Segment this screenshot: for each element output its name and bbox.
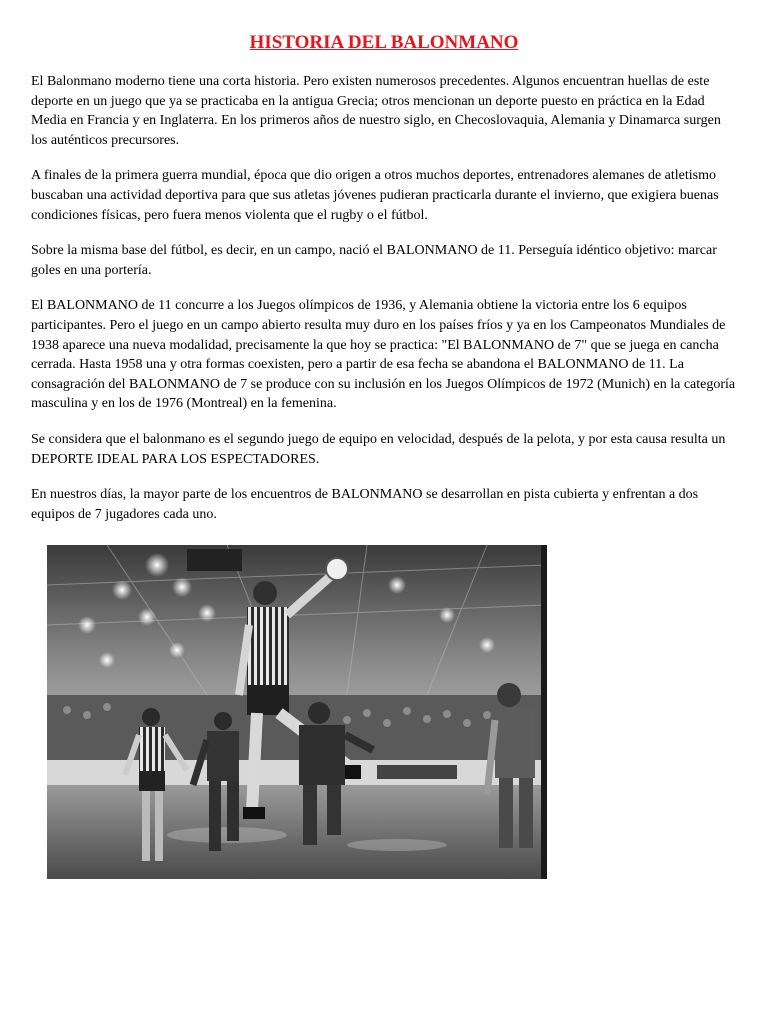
document-page (31, 30, 737, 540)
ball (326, 558, 348, 580)
paragraph-3: Sobre la misma base del fútbol, es decir, en un campo, nació el BALONMANO de 11. Perseguía idéntico objetivo: marcar goles en una portería. (31, 243, 717, 278)
paragraph-4: El BALONMANO de 11 concurre a los Juegos olímpicos de 1936, y Alemania obtiene la victoria entre los 6 equipos participantes. Pero el juego en un campo abierto resulta muy duro en los países fríos y ya en los Campeonatos Mundiales de 1938 aparece una nueva modalidad, precisamente la que hoy se practica: "El BALONMANO de 7" que se juega en cancha cerrada. Hasta 1958 una y otra formas coexisten, pero a partir de esa fecha se abandona el BALONMANO de 11. La consagración del BALONMANO de 7 se produce con su inclusión en los Juegos Olímpicos de 1972 (Munich) en la categoría masculina y en los de 1976 (Montreal) en la femenina. (31, 298, 736, 412)
paragraph-2: A finales de la primera guerra mundial, época que dio origen a otros muchos deportes, entrenadores alemanes de atletismo buscaban una actividad deportiva para que sus atletas jóvenes pudieran practicarla durante el invierno, que exigiera buenas condiciones físicas, pero fuera menos violenta que el rugby o el fútbol. (31, 168, 719, 223)
page-title: HISTORIA DEL BALONMANO (249, 32, 519, 53)
handball-photo-illustration (47, 545, 547, 879)
paragraph-5: Se considera que el balonmano es el segundo juego de equipo en velocidad, después de la pelota, y por esta causa resulta un DEPORTE IDEAL PARA LOS ESPECTADORES. (31, 431, 726, 467)
paragraph-6: En nuestros días, la mayor parte de los encuentros de BALONMANO se desarrollan en pista cubierta y enfrentan a dos equipos de 7 jugadores cada uno. (31, 487, 699, 522)
paragraph-1: El Balonmano moderno tiene una corta historia. Pero existen numerosos precedentes. Algunos encuentran huellas de este deporte en un juego que ya se practicaba en la antigua Grecia; otros mencionan un deporte puesto en práctica en la Edad Media en Francia y en Inglaterra. En los primeros años de nuestro siglo, en Checoslovaquia, Alemania y Dinamarca surgen los auténticos precursores. (31, 74, 721, 148)
handball-photo (47, 545, 547, 879)
